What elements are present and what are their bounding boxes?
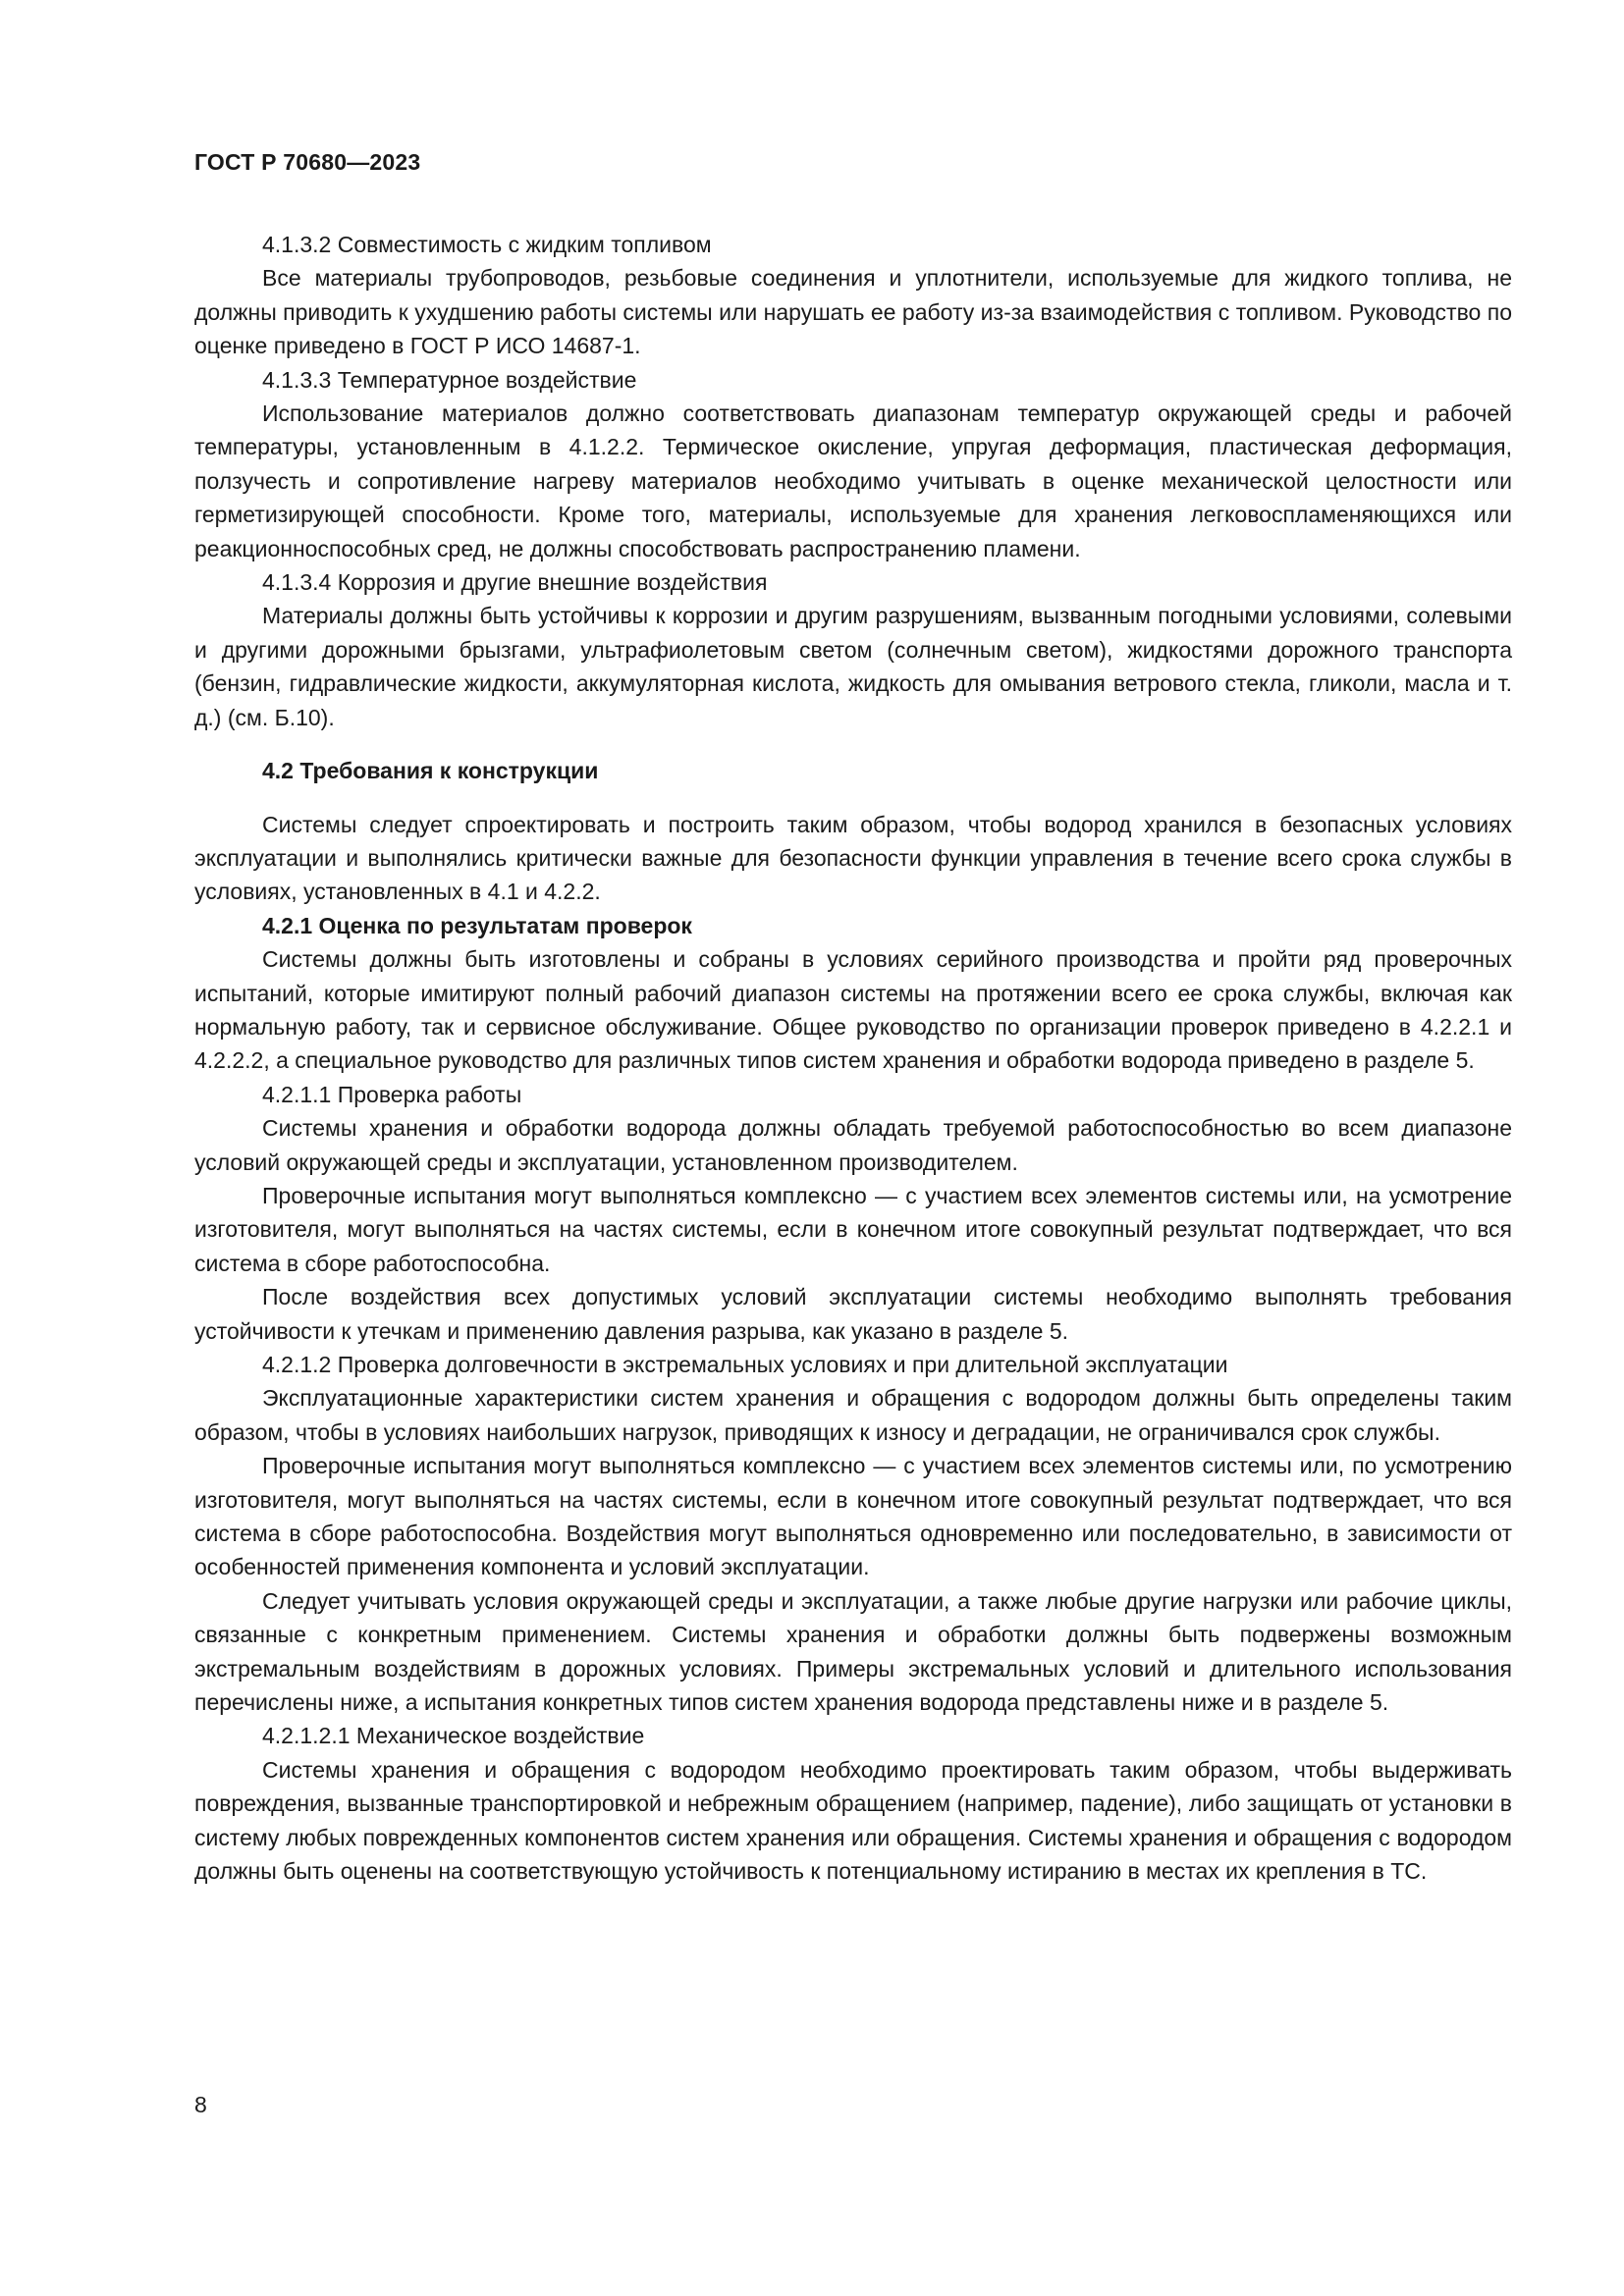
paragraph: После воздействия всех допустимых условий эксплуатации системы необходимо выполнять требования устойчивости к утечкам и применению давления разрыва, как указано в разделе 5. (194, 1284, 1512, 1344)
paragraph: Проверочные испытания могут выполняться комплексно — с участием всех элементов системы или, по усмотрению изготовителя, могут выполняться на частях системы, если в конечном итоге совокупный результат подтверждает, что вся система в сборе работоспособна. Воздействия могут выполняться одновременно или последовательно, в зависимости от особенностей применения компонента и условий эксплуатации. (194, 1453, 1512, 1580)
clause-4-1-3-2-heading: 4.1.3.2 Совместимость с жидким топливом (262, 232, 712, 257)
clause-4-1-3-4-heading: 4.1.3.4 Коррозия и другие внешние воздействия (262, 569, 768, 596)
document-body (194, 228, 1512, 1889)
paragraph: Системы следует спроектировать и построить таким образом, чтобы водород хранился в безопасных условиях эксплуатации и выполнялись критически важные для безопасности функции управления в течение всего срока службы в условиях, установленных в 4.1 и 4.2.2. (194, 811, 1512, 905)
paragraph: Эксплуатационные характеристики систем хранения и обращения с водородом должны быть определены таким образом, чтобы в условиях наибольших нагрузок, приводящих к износу и деградации, не ограничивался срок службы. (194, 1385, 1512, 1445)
clause-4-2-1-2-heading: 4.2.1.2 Проверка долговечности в экстремальных условиях и при длительной эксплуатации (262, 1352, 1228, 1377)
paragraph: Системы должны быть изготовлены и собраны в условиях серийного производства и пройти ряд проверочных испытаний, которые имитируют полный рабочий диапазон системы на протяжении всего ее срока службы, включая как нормальную работу, так и сервисное обслуживание. Общее руководство по организации проверок приведено в 4.2.2.1 и 4.2.2.2, а специальное руководство для различных типов систем хранения и обработки водорода приведено в разделе 5. (194, 946, 1512, 1074)
clause-4-1-3-3-heading: 4.1.3.3 Температурное воздействие (262, 366, 637, 393)
paragraph: Материалы должны быть устойчивы к коррозии и другим разрушениям, вызванным погодными условиями, солевыми и другими дорожными брызгами, ультрафиолетовым светом (солнечным светом), жидкостями дорожного транспорта (бензин, гидравлические жидкости, аккумуляторная кислота, жидкость для омывания ветрового стекла, гликоли, масла и т. д.) (см. Б.10). (194, 603, 1512, 730)
paragraph: Следует учитывать условия окружающей среды и эксплуатации, а также любые другие нагрузки или рабочие циклы, связанные с конкретным применением. Системы хранения и обработки должны быть подвержены возможным экстремальным воздействиям в дорожных условиях. Примеры экстремальных условий и длительного использования перечислены ниже, а испытания конкретных типов систем хранения водорода представлены ниже и в разделе 5. (194, 1587, 1512, 1716)
paragraph: Системы хранения и обращения с водородом необходимо проектировать таким образом, чтобы выдерживать повреждения, вызванные транспортировкой и небрежным обращением (например, падение), либо защищать от установки в систему любых поврежденных компонентов систем хранения или обращения. Системы хранения и обращения с водородом должны быть оценены на соответствующую устойчивость к потенциальному истиранию в местах их крепления в ТС. (194, 1756, 1512, 1885)
section-4-2-heading: 4.2 Требования к конструкции (262, 758, 599, 784)
paragraph: Все материалы трубопроводов, резьбовые соединения и уплотнители, используемые для жидкого топлива, не должны приводить к ухудшению работы системы или нарушать ее работу из-за взаимодействия с топливом. Руководство по оценке приведено в ГОСТ Р ИСО 14687-1. (194, 265, 1512, 359)
clause-4-2-1-heading: 4.2.1 Оценка по результатам проверок (262, 912, 692, 938)
clause-4-2-1-2-1-heading: 4.2.1.2.1 Механическое воздействие (262, 1723, 645, 1749)
paragraph: Использование материалов должно соответствовать диапазонам температур окружающей среды и рабочей температуры, установленным в 4.1.2.2. Термическое окисление, упругая деформация, пластическая деформация, ползучесть и сопротивление нагреву материалов необходимо учитывать в оценке механической целостности или герметизирующей способности. Кроме того, материалы, используемые для хранения легковоспламеняющихся или реакционноспособных сред, не должны способствовать распространению пламени. (194, 400, 1512, 561)
page-number: 8 (194, 2092, 207, 2117)
document-header: ГОСТ Р 70680—2023 (194, 149, 421, 175)
clause-4-2-1-1-heading: 4.2.1.1 Проверка работы (262, 1081, 522, 1107)
paragraph: Проверочные испытания могут выполняться комплексно — с участием всех элементов системы или, на усмотрение изготовителя, могут выполняться на частях системы, если в конечном итоге совокупный результат подтверждает, что вся система в сборе работоспособна. (194, 1182, 1512, 1276)
paragraph: Системы хранения и обработки водорода должны обладать требуемой работоспособностью во всем диапазоне условий окружающей среды и эксплуатации, установленном производителем. (194, 1115, 1512, 1175)
